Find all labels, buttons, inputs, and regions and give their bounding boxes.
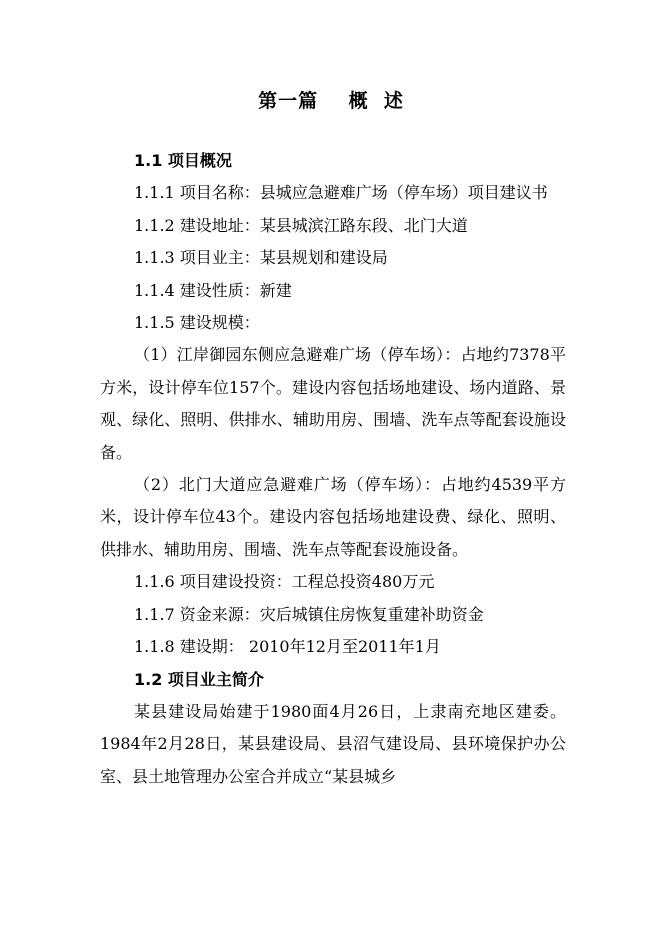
document-body [100,145,566,793]
item-construction-scale: 1.1.5 建设规模： [134,313,260,333]
item-project-location: 1.1.2 建设地址：某县城滨江路东段、北门大道 [134,215,468,235]
scale-detail-1: （1）江岸御园东侧应急避难广场（停车场）：占地约7378平方米，设计停车位157个。建设内容包括场地建设、场内道路、景观、绿化、照明、供排水、辅助用房、围墙、洗车点等配套设施设备。 [100,345,566,462]
item-funding-source: 1.1.7 资金来源：灾后城镇住房恢复重建补助资金 [134,604,484,624]
item-project-owner: 1.1.3 项目业主：某县规划和建设局 [134,248,388,268]
item-investment: 1.1.6 项目建设投资：工程总投资480万元 [134,572,435,592]
scale-detail-2: （2）北门大道应急避难广场（停车场）：占地约4539平方米，设计停车位43个。建设内容包括场地建设费、绿化、照明、供排水、辅助用房、围墙、洗车点等配套设施设备。 [100,475,566,559]
section-heading-1-1: 1.1 项目概况 [134,151,232,170]
item-construction-nature: 1.1.4 建设性质：新建 [134,280,292,300]
section-heading-1-2: 1.2 项目业主简介 [134,669,264,689]
item-construction-period: 1.1.8 建设期： 2010年12月至2011年1月 [134,637,441,657]
owner-intro-paragraph: 某县建设局始建于1980面4月26日，上隶南充地区建委。1984年2月28日，某县建设局、县沼气建设局、县环境保护办公室、县土地管理办公室合并成立“某县城乡 [100,701,566,786]
item-project-name: 1.1.1 项目名称：县城应急避难广场（停车场）项目建议书 [134,183,548,203]
page-title: 第一篇 概 述 [258,90,404,112]
